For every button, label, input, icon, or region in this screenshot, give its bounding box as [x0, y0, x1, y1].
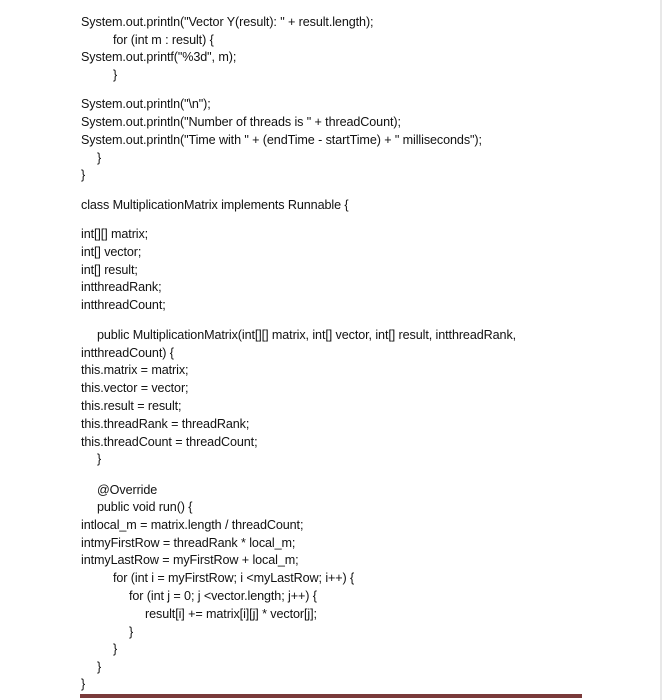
- code-line: }: [97, 660, 102, 674]
- code-line: result[i] += matrix[i][j] * vector[j];: [145, 607, 317, 621]
- code-line: int[][] matrix;: [81, 227, 149, 241]
- code-line: intthreadCount) {: [81, 346, 174, 360]
- code-line: intthreadRank;: [81, 280, 162, 294]
- code-line: for (int j = 0; j <vector.length; j++) {: [129, 589, 317, 603]
- code-line: }: [113, 68, 118, 82]
- code-line: System.out.println("Number of threads is " + threadCount);: [81, 115, 401, 129]
- code-line: }: [129, 625, 134, 639]
- code-line: this.matrix = matrix;: [81, 363, 189, 377]
- code-line: System.out.println("\n");: [81, 97, 211, 111]
- code-line: int[] result;: [81, 263, 138, 277]
- code-line: public void run() {: [97, 500, 193, 514]
- code-line: intlocal_m = matrix.length / threadCount;: [81, 518, 304, 532]
- code-line: class MultiplicationMatrix implements Runnable {: [81, 198, 349, 212]
- code-line: }: [81, 677, 86, 691]
- code-line: for (int i = myFirstRow; i <myLastRow; i++) {: [113, 571, 355, 585]
- code-line: this.result = result;: [81, 399, 182, 413]
- code-line: }: [97, 452, 102, 466]
- code-line: this.vector = vector;: [81, 381, 189, 395]
- code-line: this.threadCount = threadCount;: [81, 435, 258, 449]
- code-line: @Override: [97, 483, 158, 497]
- code-line: this.threadRank = threadRank;: [81, 417, 250, 431]
- code-line: intmyLastRow = myFirstRow + local_m;: [81, 553, 299, 567]
- code-line: System.out.println("Vector Y(result): " + result.length);: [81, 15, 374, 29]
- code-line: System.out.println("Time with " + (endTime - startTime) + " milliseconds");: [81, 133, 482, 147]
- code-line: int[] vector;: [81, 245, 142, 259]
- code-line: }: [113, 642, 118, 656]
- code-line: public MultiplicationMatrix(int[][] matrix, int[] vector, int[] result, intthreadRank,: [97, 328, 517, 342]
- page-divider: [80, 694, 582, 698]
- code-line: intthreadCount;: [81, 298, 166, 312]
- code-line: for (int m : result) {: [113, 33, 214, 47]
- code-line: System.out.printf("%3d", m);: [81, 50, 237, 64]
- code-line: }: [97, 151, 102, 165]
- code-line: }: [81, 168, 86, 182]
- code-line: intmyFirstRow = threadRank * local_m;: [81, 536, 296, 550]
